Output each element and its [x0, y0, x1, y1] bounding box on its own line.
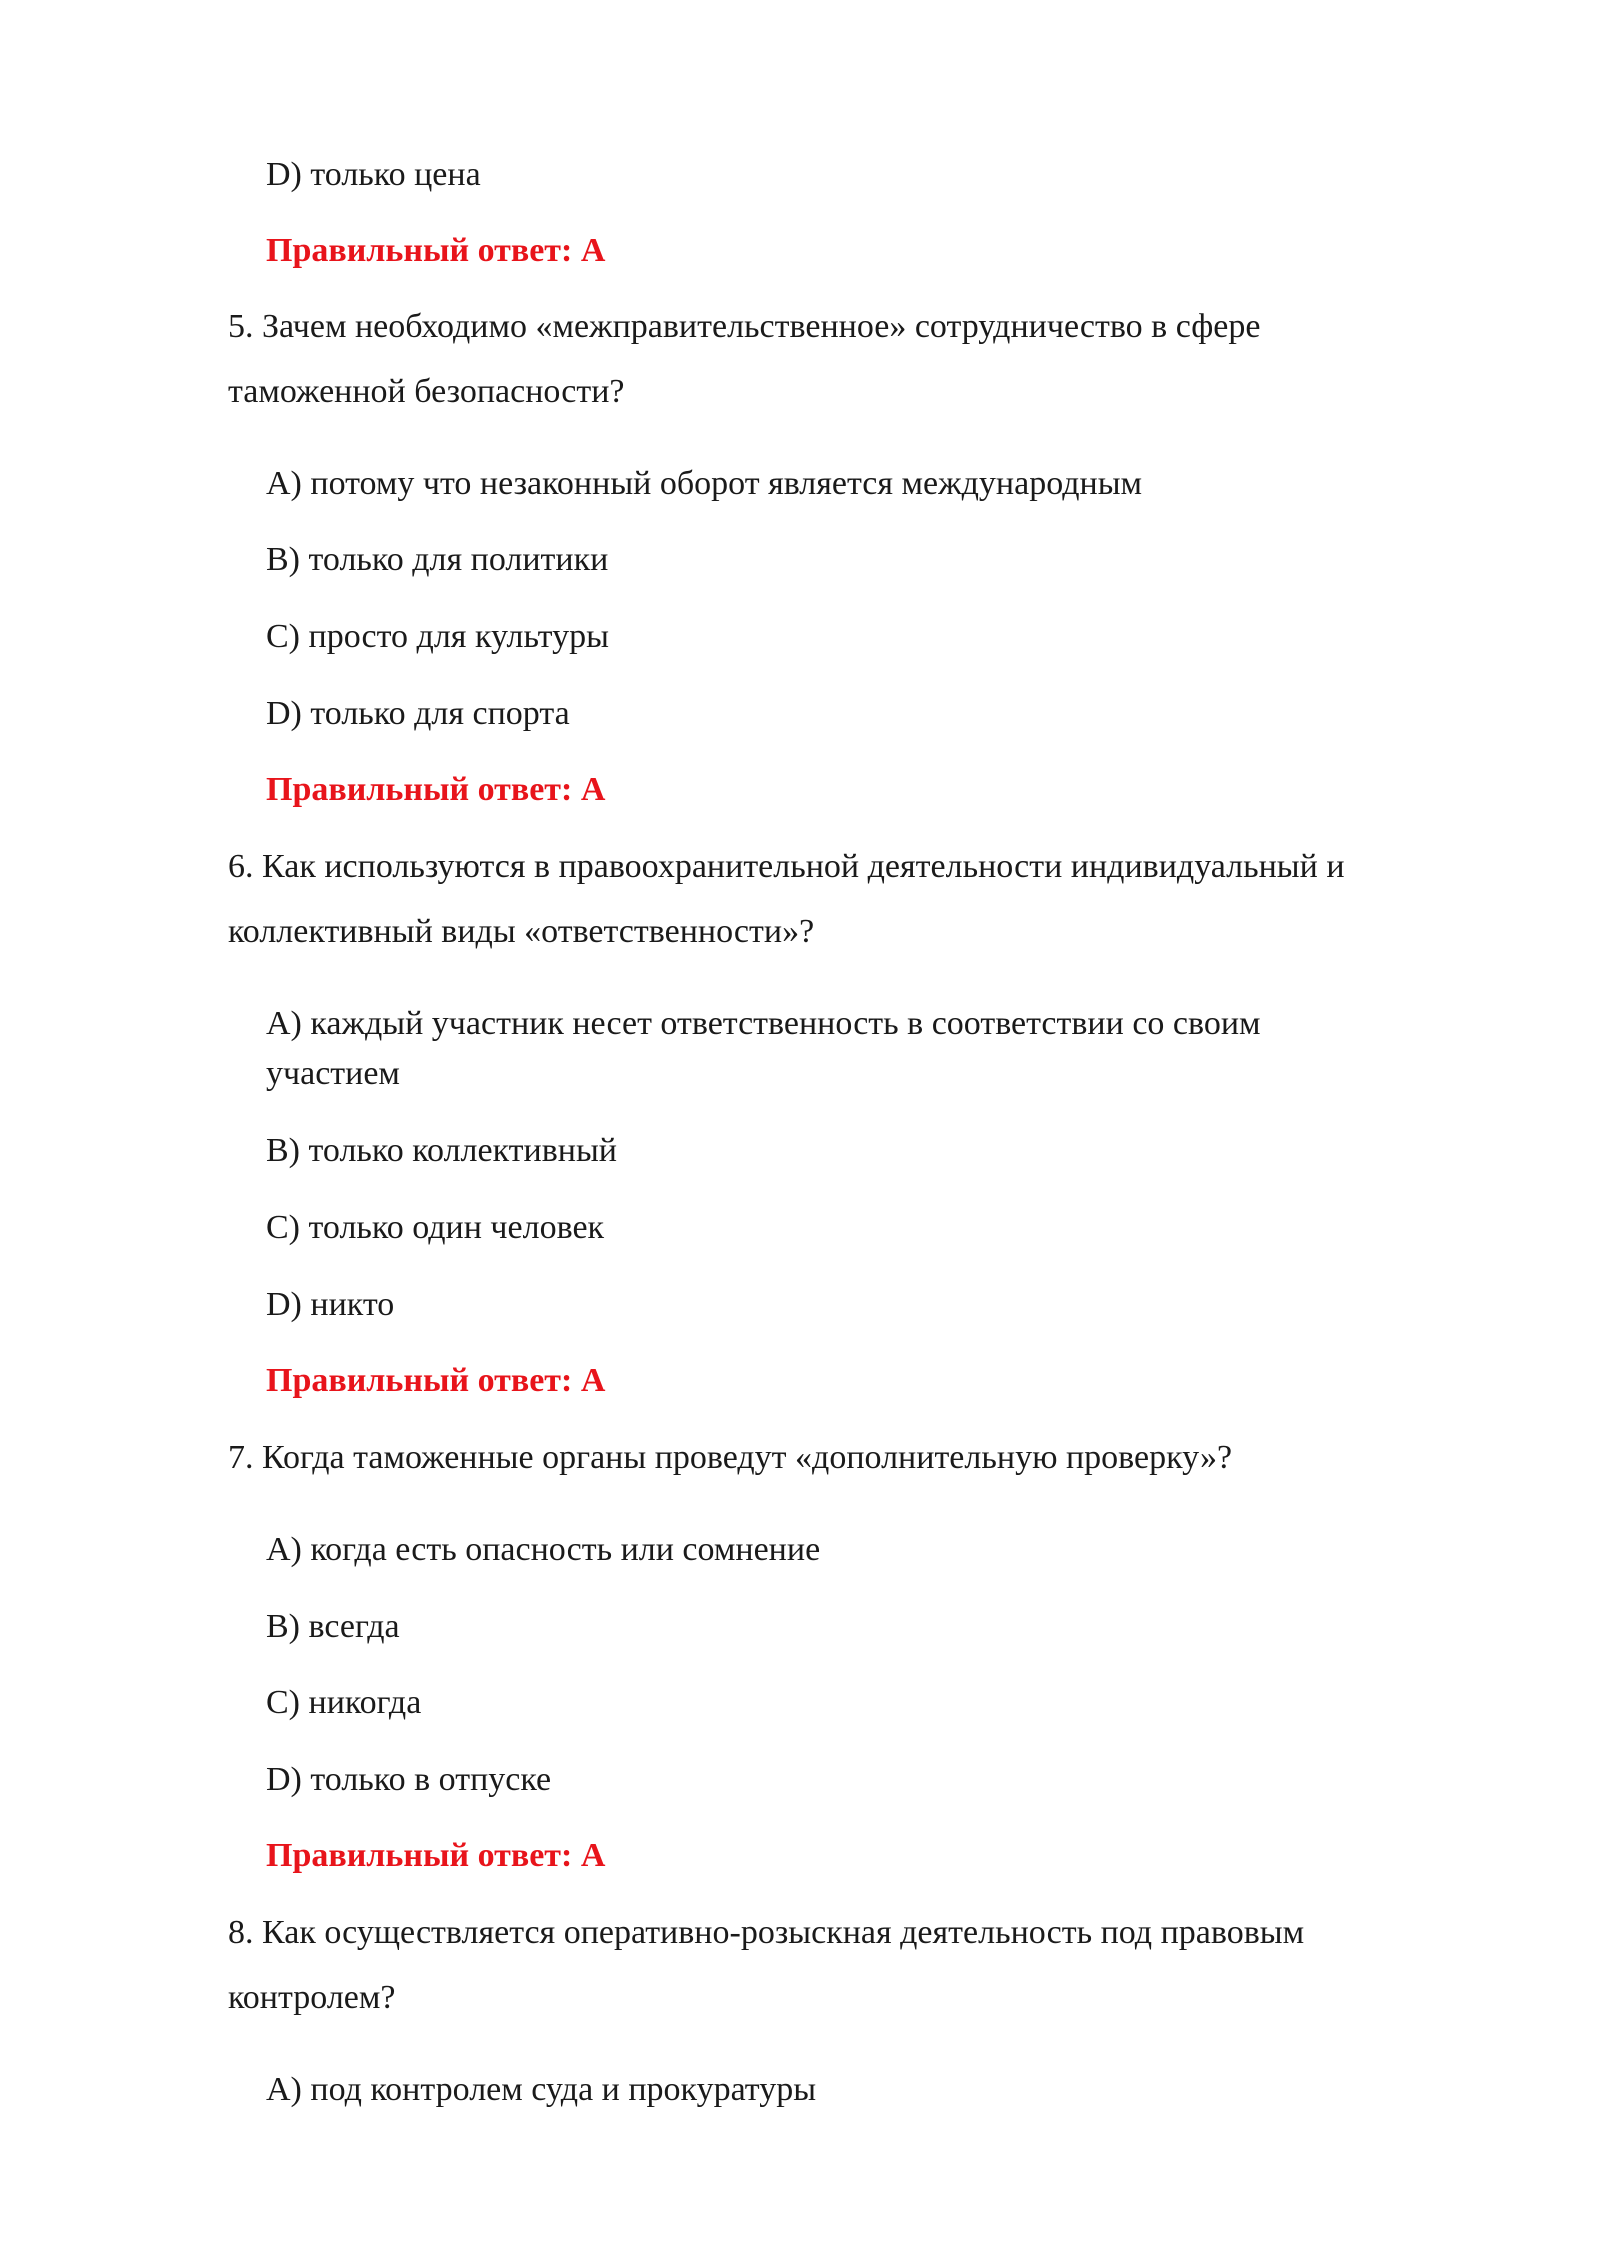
q6-option-a-line2: участием: [266, 1055, 400, 1092]
q4-correct-answer: Правильный ответ: А: [266, 232, 606, 269]
q7-option-b: B) всегда: [266, 1608, 400, 1645]
q7-option-a: A) когда есть опасность или сомнение: [266, 1531, 821, 1568]
q8-text-line1: 8. Как осуществляется оперативно-розыскная деятельность под правовым: [228, 1914, 1305, 1951]
q4-option-d: D) только цена: [266, 156, 481, 193]
q8-text-line2: контролем?: [228, 1979, 396, 2016]
q5-option-d: D) только для спорта: [266, 695, 570, 732]
q5-text-line1: 5. Зачем необходимо «межправительственное» сотрудничество в сфере: [228, 308, 1261, 345]
q6-option-a-line1: A) каждый участник несет ответственность в соответствии со своим: [266, 1005, 1261, 1042]
q5-option-a: A) потому что незаконный оборот является международным: [266, 465, 1143, 502]
q6-text-line1: 6. Как используются в правоохранительной деятельности индивидуальный и: [228, 848, 1345, 885]
q8-option-a: A) под контролем суда и прокуратуры: [266, 2071, 817, 2108]
q7-correct-answer: Правильный ответ: А: [266, 1837, 606, 1874]
q5-option-b: B) только для политики: [266, 541, 609, 578]
q6-option-d: D) никто: [266, 1286, 395, 1323]
q7-option-c: C) никогда: [266, 1684, 422, 1721]
q5-option-c: C) просто для культуры: [266, 618, 609, 655]
q6-text-line2: коллективный виды «ответственности»?: [228, 913, 815, 950]
q6-option-b: B) только коллективный: [266, 1132, 618, 1169]
q7-option-d: D) только в отпуске: [266, 1761, 552, 1798]
q5-correct-answer: Правильный ответ: А: [266, 771, 606, 808]
q6-option-c: C) только один человек: [266, 1209, 605, 1246]
q6-correct-answer: Правильный ответ: А: [266, 1362, 606, 1399]
q7-text-line1: 7. Когда таможенные органы проведут «дополнительную проверку»?: [228, 1439, 1233, 1476]
q5-text-line2: таможенной безопасности?: [228, 373, 625, 410]
